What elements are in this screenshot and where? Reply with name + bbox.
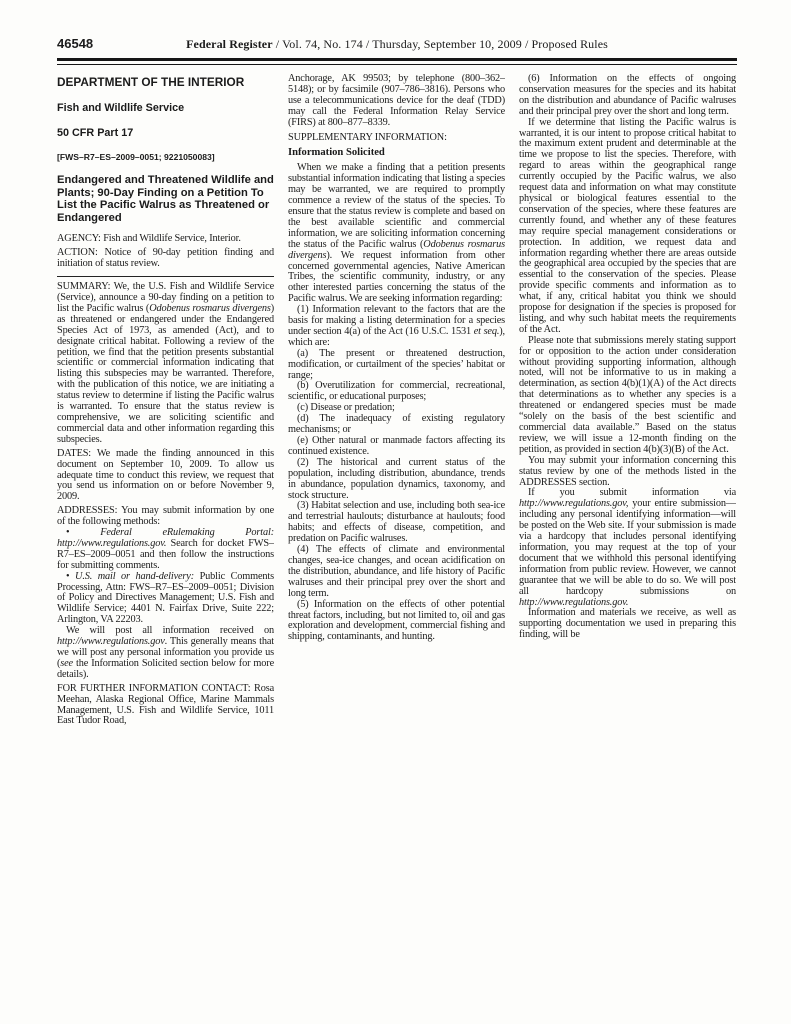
item-6-paragraph — [519, 74, 736, 118]
item-4-paragraph — [288, 545, 505, 600]
text-run: the Information Solicited section below for more details). — [57, 657, 274, 680]
text-run: Search for docket FWS–R7–ES–2009–0051 and then follow the instructions for submitting comments. — [57, 537, 274, 571]
text-run: We made the finding announced in this document on September 10, 2009. To allow us adequate time to conduct this review, we request that you send us information on or before November 9, 2009. — [57, 447, 274, 503]
column-left — [57, 74, 274, 968]
agency-paragraph — [57, 234, 274, 245]
text-run: Odobenus rosmarus divergens — [149, 302, 271, 314]
text-run: DEPARTMENT OF THE INTERIOR — [57, 75, 245, 89]
field-label: FOR FURTHER INFORMATION CONTACT: — [57, 682, 251, 694]
text-run: http://www.regulations.gov, — [519, 498, 629, 510]
text-run: (d) The inadequacy of existing regulatory mechanisms; or — [288, 413, 505, 436]
text-run: We will post all information received on — [66, 625, 274, 637]
text-run: (b) Overutilization for commercial, recreational, scientific, or educational purposes; — [288, 380, 505, 403]
text-run: Information Solicited — [288, 147, 385, 159]
text-run: (5) Information on the effects of other potential threat factors, including, but not limited to, oil and gas exploration and development, commercial fishing and shipping, contaminants, and hunting. — [288, 598, 505, 643]
text-run: (1) Information relevant to the factors that are the basis for making a listing determination for a species under section 4(a) of the Act (16 U.S.C. 1531 — [288, 304, 505, 337]
department-heading — [57, 76, 274, 89]
summary-paragraph — [57, 282, 274, 446]
text-run: section. — [576, 476, 610, 488]
text-run: Information and materials we receive, as well as supporting documentation we used in preparing this finding, will be — [519, 607, 736, 641]
factor-a-paragraph — [288, 349, 505, 382]
page-number: 46548 — [57, 36, 94, 51]
text-run: http://www.regulations.gov — [57, 636, 165, 648]
text-run: ), which are: — [288, 325, 505, 348]
column-right — [519, 74, 736, 968]
text-run: You may submit information by one of the following methods: — [57, 505, 274, 528]
field-label: ADDRESSES: — [57, 505, 118, 517]
contact-paragraph — [57, 684, 274, 728]
field-label: SUMMARY: — [57, 281, 111, 293]
text-run: Please note that submissions merely stating support for or opposition to the action under consideration without providing supporting information, although noted, will not be informative to us in making a determination, as section 4(b)(1)(A) of the Act directs that determinations as to whether any species is a threatened or endangered species must be made “solely on the basis of the best scientific and commercial data available.” Based on the status review, we will issue a 12-month finding on the petition, as provided in section 4(b)(3)(B) of the Act. — [519, 334, 736, 455]
contact-continuation — [288, 74, 505, 129]
running-head — [57, 36, 737, 54]
text-run: [FWS–R7–ES–2009–0051; 9221050083] — [57, 152, 215, 162]
factor-b-paragraph — [288, 381, 505, 403]
text-run: (2) The historical and current status of the population, including distribution, abundance, trends in abundance, population dynamics, taxonomy, and stock structure. — [288, 456, 505, 501]
text-run: • — [66, 527, 101, 539]
text-run: Anchorage, AK 99503; by telephone (800–362–5148); or by facsimile (907–786–3816). Persons who use a telecommunications device for the deaf (TDD) may call the Federal Information Relay Service (FIRS) at 800–877–8339. — [288, 74, 505, 128]
bullet-erulemaking — [57, 528, 274, 572]
text-run: Rosa Meehan, Alaska Regional Office, Marine Mammals Management, U.S. Fish and Wildlife Service, 1011 East Tudor Road, — [57, 682, 274, 727]
item-1-paragraph — [288, 305, 505, 349]
citation-text: / Vol. 74, No. 174 / Thursday, September 10, 2009 / Proposed Rules — [272, 37, 608, 51]
text-run: . This generally means that we will post any personal information you provide us ( — [57, 636, 274, 669]
text-run: (c) Disease or predation; — [297, 402, 395, 414]
text-run: ). We request information from other concerned governmental agencies, Native American Tribes, the scientific community, industry, or any other interested parties concerning the status of the Pacific walrus. We are seeking information regarding: — [288, 249, 505, 305]
action-paragraph — [57, 248, 274, 270]
text-run: your entire submission—including any personal identifying information—will be posted on the Web site. If your submission is made via a hardcopy that includes personal identifying information, you may request at the top of your document that we withhold this personal identifying information from public review. However, we cannot guarantee that we will be able to do so. We will post all hardcopy submissions on — [519, 498, 736, 597]
text-run: 50 CFR Part 17 — [57, 127, 134, 139]
text-run: see — [60, 657, 73, 669]
agency-heading — [57, 102, 274, 114]
field-label: SUPPLEMENTARY INFORMATION: — [288, 131, 447, 143]
submit-methods-paragraph — [519, 456, 736, 489]
column-middle — [288, 74, 505, 968]
field-label: ADDRESSES — [519, 476, 577, 488]
text-run: (e) Other natural or manmade factors affecting its continued existence. — [288, 435, 505, 457]
text-run: Fish and Wildlife Service — [57, 102, 185, 114]
text-run: U.S. mail or hand-delivery: — [75, 570, 194, 582]
factor-e-paragraph — [288, 436, 505, 458]
addresses-paragraph — [57, 506, 274, 528]
text-run: Federal eRulemaking Portal: http://www.regulations.gov. — [57, 527, 274, 549]
web-posting-paragraph — [519, 488, 736, 608]
field-label: ACTION: — [57, 247, 98, 259]
three-column-body — [57, 74, 737, 968]
text-run: You may submit your information concerning this status review by one of the methods listed in the — [519, 454, 736, 477]
item-2-paragraph — [288, 458, 505, 502]
journal-citation — [57, 37, 737, 52]
field-label: AGENCY: — [57, 233, 101, 245]
bullet-mail — [57, 572, 274, 627]
text-run: (4) The effects of climate and environmental changes, sea-ice changes, and ocean acidification on the distribution, abundance, and life history of Pacific walruses and their principal prey over the short and long term. — [288, 544, 505, 599]
item-5-paragraph — [288, 600, 505, 644]
text-run: Notice of 90-day petition finding and initiation of status review. — [57, 247, 274, 270]
posting-note-paragraph — [57, 626, 274, 681]
field-label: DATES: — [57, 447, 91, 459]
text-run: If we determine that listing the Pacific walrus is warranted, it is our intent to propose critical habitat to the maximum extent prudent and determinable at the time we propose to list the species. Therefore, with regard to areas within the geographical range currently occupied by the Pacific walrus, we also request data and information on what may constitute physical or biological features essential to the conservation of the species, where these features are currently found, and whether any of these features may require special management considerations or protection. In addition, we request data and information regarding whether there are areas outside the geographical area occupied by the species that are essential to the conservation of the species. Please provide specific comments and information as to what, if any, critical habitat you think we should propose for designation if the species is proposed for listing, and why such habitat meets the requirements of the Act. — [519, 116, 736, 335]
text-run: (3) Habitat selection and use, including both sea-ice and terrestrial haulouts; disturbance at haulouts; food habits; and effects of disease, competition, and predation on Pacific walruses. — [288, 500, 505, 545]
factor-d-paragraph — [288, 414, 505, 436]
text-run: Endangered and Threatened Wildlife and Plants; 90-Day Finding on a Petition To List the Pacific Walrus as Threatened or Endangered — [57, 174, 274, 224]
text-run: Odobenus rosmarus divergens — [288, 238, 505, 261]
text-run: et seq. — [473, 325, 500, 337]
text-run: We, the U.S. Fish and Wildlife Service (Service), announce a 90-day finding on a petition to list the Pacific walrus ( — [57, 281, 274, 314]
text-run: http://www.regulations.gov. — [519, 596, 629, 608]
text-run: (6) Information on the effects of ongoing conservation measures for the species and its habitat on the distribution and abundance of Pacific walruses and their principal prey over the short and long term. — [519, 74, 736, 117]
document-title — [57, 174, 274, 224]
supplementary-information-label — [288, 133, 505, 144]
docket-number — [57, 152, 274, 162]
journal-name: Federal Register — [186, 37, 273, 51]
submissions-note-paragraph — [519, 336, 736, 456]
finding-intro-paragraph — [288, 163, 505, 305]
cfr-part-heading — [57, 127, 274, 139]
text-run: When we make a finding that a petition presents substantial information indicating that listing a species may be warranted, we are required to promptly commence a review of the status of the species. To ensure that the status review is complete and based on the best available scientific and commercial information, we are soliciting information concerning the status of the Pacific walrus ( — [288, 162, 505, 250]
information-solicited-heading — [288, 148, 505, 159]
dates-paragraph — [57, 449, 274, 504]
text-run: (a) The present or threatened destruction, modification, or curtailment of the species’ habitat or range; — [288, 347, 505, 381]
text-run: Fish and Wildlife Service, Interior. — [100, 233, 241, 245]
section-divider — [57, 276, 274, 277]
text-run: ) as threatened or endangered under the Endangered Species Act of 1973, as amended (Act), and to designate critical habitat. Following a review of the petition, we find that the petition presents substantial scientific or commercial information indicating that listing this subspecies may be warranted. Therefore, with the publication of this notice, we are initiating a status review to determine if listing the Pacific walrus is warranted. To ensure that the status review is comprehensive, we are soliciting scientific and commercial data and other information regarding this subspecies. — [57, 302, 274, 445]
text-run: • — [66, 570, 76, 582]
header-rule — [57, 58, 737, 65]
text-run: If you submit information via — [528, 487, 736, 499]
item-3-paragraph — [288, 501, 505, 545]
materials-paragraph — [519, 608, 736, 641]
critical-habitat-paragraph — [519, 118, 736, 336]
text-run: Public Comments Processing, Attn: FWS–R7–ES–2009–0051; Division of Policy and Directives Management; U.S. Fish and Wildlife Service; 4401 N. Fairfax Drive, Suite 222; Arlington, VA 22203. — [57, 570, 274, 626]
